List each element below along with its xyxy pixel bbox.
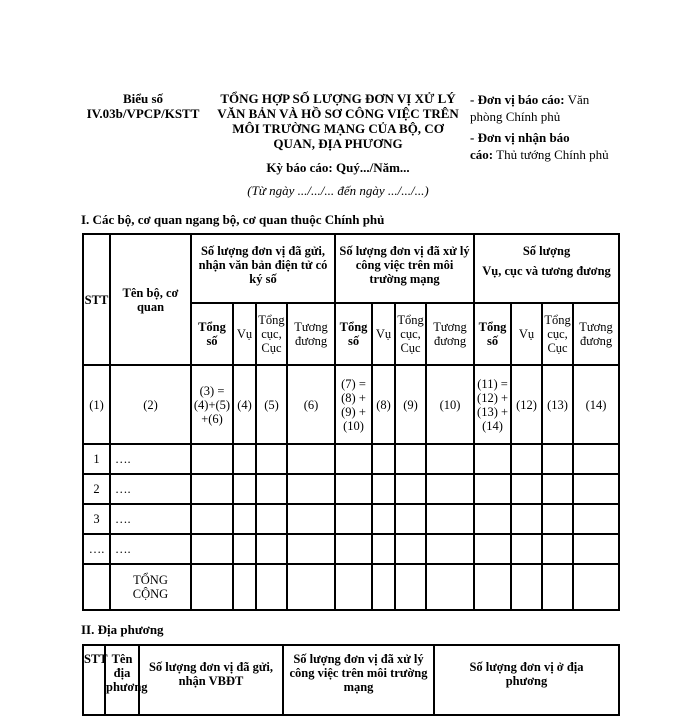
subheader-vu: Vụ [511,303,542,365]
subheader-tongcuc: Tổng cục, Cục [256,303,287,365]
subheader-tuongduong: Tương đương [426,303,474,365]
subheader-tongcuc: Tổng cục, Cục [395,303,426,365]
group-header-processed-online: Số lượng đơn vị đã xử lý công việc trên môi trường mạng [335,234,474,303]
receiving-unit-value: Thủ tướng Chính phủ [496,147,609,162]
reporting-unit-label: - Đơn vị báo cáo: [470,92,565,107]
number-cell: (9) [395,365,426,444]
total-label: TỔNG CỘNG [110,564,191,610]
reporting-unit-value-part1: Văn [567,92,590,107]
title-line: QUAN, ĐỊA PHƯƠNG [273,136,403,151]
group-header-department-count [474,234,619,303]
number-cell: (8) [372,365,395,444]
group3-line1: Số lượng [522,244,571,258]
subheader-total: Tổng số [474,303,511,365]
number-cell: (6) [287,365,335,444]
row-name: …. [110,534,191,564]
row-name: …. [110,504,191,534]
row-stt: 1 [83,444,110,474]
form-number-line1: Biểu số [122,91,164,106]
section2-title: II. Địa phương [81,622,164,637]
column-header-stt: STT [83,645,105,715]
table-row [83,444,619,474]
title-line: MÔI TRƯỜNG MẠNG CỦA BỘ, CƠ [232,121,444,136]
number-cell: (5) [256,365,287,444]
reporting-info [470,91,630,163]
number-cell: (3) = (4)+(5) +(6) [191,365,233,444]
total-row [83,564,619,610]
date-range: (Từ ngày .../.../... đến ngày .../.../...) [247,183,429,198]
title-line: TỔNG HỢP SỐ LƯỢNG ĐƠN VỊ XỬ LÝ [220,91,456,106]
receiving-unit-label-part1: - Đơn vị nhận báo [470,130,570,145]
column-header-name: Tên bộ, cơ quan [110,234,191,365]
number-cell: (14) [573,365,619,444]
row-stt: 2 [83,474,110,504]
column-header-stt: STT [83,234,110,365]
subheader-total: Tổng số [335,303,372,365]
subheader-total: Tổng số [191,303,233,365]
numbering-row [83,365,619,444]
number-cell: (13) [542,365,573,444]
subheader-vu: Vụ [372,303,395,365]
table-row [83,534,619,564]
number-cell: (4) [233,365,256,444]
group-header-local-units: Số lượng đơn vị ở địa phương [434,645,619,715]
title-line: VĂN BẢN VÀ HỒ SƠ CÔNG VIỆC TRÊN [217,106,459,121]
group-header-sent-received: Số lượng đơn vị đã gửi, nhận văn bản điện tử có ký số [191,234,335,303]
subheader-tuongduong: Tương đương [287,303,335,365]
form-number [80,91,206,121]
section1-table [82,233,620,611]
group-header-processed-online: Số lượng đơn vị đã xử lý công việc trên môi trường mạng [283,645,434,715]
form-number-line2: IV.03b/VPCP/KSTT [86,106,200,121]
row-name: …. [110,444,191,474]
number-cell: (11) = (12) + (13) + (14) [474,365,511,444]
document-title [206,91,470,151]
receiving-unit-label-part2: cáo: [470,147,494,162]
number-cell: (7) = (8) + (9) + (10) [335,365,372,444]
column-header-name: Tên địa phương [105,645,139,715]
number-cell: (1) [83,365,110,444]
table-row [83,474,619,504]
group3-line2: Vụ, cục và tương đương [482,264,611,278]
table-row [83,504,619,534]
section1-title: I. Các bộ, cơ quan ngang bộ, cơ quan thuộc Chính phủ [81,212,385,227]
group-header-sent-received: Số lượng đơn vị đã gửi, nhận VBĐT [139,645,283,715]
subheader-vu: Vụ [233,303,256,365]
number-cell: (12) [511,365,542,444]
subheader-tuongduong: Tương đương [573,303,619,365]
report-period: Kỳ báo cáo: Quý.../Năm... [266,160,410,175]
subheader-tongcuc: Tổng cục, Cục [542,303,573,365]
reporting-unit-value-part2: phòng Chính phủ [470,109,561,124]
number-cell: (2) [110,365,191,444]
row-stt: …. [83,534,110,564]
row-stt: 3 [83,504,110,534]
row-name: …. [110,474,191,504]
number-cell: (10) [426,365,474,444]
section2-table [82,644,620,716]
